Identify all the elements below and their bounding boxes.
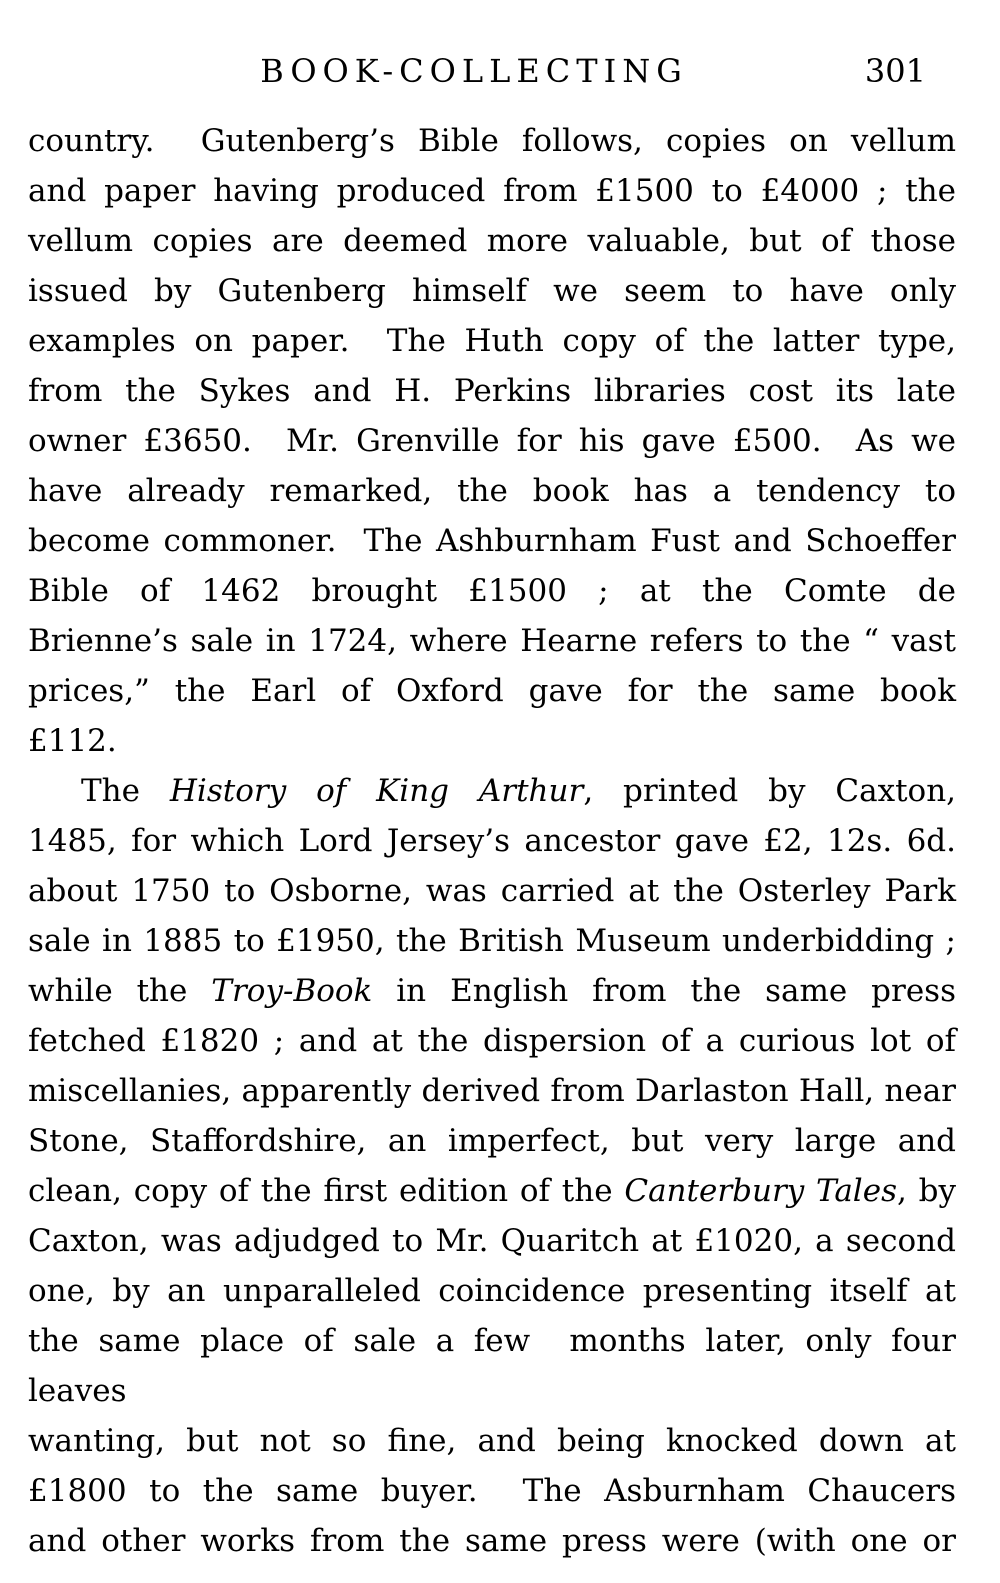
text-line [28,1066,956,1116]
text-line [28,1166,956,1216]
text-segment: , printed by Caxton, [583,773,957,809]
book-title-italic: History of King Arthur [169,773,584,809]
text-line [28,216,956,266]
text-segment: The [81,773,170,809]
text-line [28,516,956,566]
text-segment: 1485, for which Lord Jersey’s ancestor gave £2, 12s. 6d. [28,823,956,859]
text-line [28,666,956,716]
text-segment: have already remarked, the book has a tendency to [28,473,956,509]
page-number: 301 [864,52,926,90]
text-segment: while the [28,973,212,1009]
text-segment: Stone, Staffordshire, an imperfect, but very large and [28,1123,956,1159]
text-segment: £1800 to the same buyer. The Asburnham Chaucers [28,1473,956,1509]
book-title-italic: Canterbury Tales [624,1173,897,1209]
book-title-italic: Troy-Book [211,973,373,1009]
text-line [28,616,956,666]
text-segment: fetched £1820 ; and at the dispersion of a curious lot of [28,1023,956,1059]
text-segment: Bible of 1462 brought £1500 ; at the Comte de [28,573,956,609]
text-segment: Brienne’s sale in 1724, where Hearne refers to the “ vast [28,623,956,659]
text-segment: examples on paper. The Huth copy of the latter type, [28,323,956,359]
text-line [28,466,956,516]
text-segment: owner £3650. Mr. Grenville for his gave £500. As we [28,423,956,459]
text-segment: about 1750 to Osborne, was carried at the Osterley Park [28,873,956,909]
text-line [28,1516,956,1566]
text-line [28,916,956,966]
text-segment: issued by Gutenberg himself we seem to have only [28,273,956,309]
text-segment: country. Gutenberg’s Bible follows, copies on vellum [28,123,956,159]
text-line [28,366,956,416]
text-segment: wanting, but not so fine, and being knocked down at [28,1423,956,1459]
text-line [28,166,956,216]
text-line [28,1416,956,1466]
text-segment: in English from the same press [372,973,956,1009]
text-line [28,1266,956,1316]
text-line [28,266,956,316]
text-line [28,1016,956,1066]
text-segment: , by [896,1173,956,1209]
text-segment: miscellanies, apparently derived from Darlaston Hall, near [28,1073,956,1109]
running-head-title: BOOK-COLLECTING [260,52,688,90]
text-segment: from the Sykes and H. Perkins libraries cost its late [28,373,956,409]
text-segment: and paper having produced from £1500 to £4000 ; the [28,173,956,209]
text-segment: one, by an unparalleled coincidence presenting itself at [28,1273,956,1309]
text-segment: £112. [28,723,117,759]
text-block [28,116,966,1566]
text-segment: the same place of sale a few months later, only four leaves [28,1323,966,1409]
text-line [28,416,956,466]
text-line [28,1116,956,1166]
page-header [0,52,1000,98]
text-segment: prices,” the Earl of Oxford gave for the same book [28,673,956,709]
text-segment: and other works from the same press were (with one or [28,1523,956,1559]
text-line [28,1316,966,1416]
text-line [28,766,956,816]
text-line [28,966,956,1016]
text-line [28,1466,956,1516]
text-segment: clean, copy of the first edition of the [28,1173,625,1209]
text-line [28,716,956,766]
text-line [28,116,956,166]
text-line [28,566,956,616]
text-line [28,866,956,916]
text-segment: Caxton, was adjudged to Mr. Quaritch at £1020, a second [28,1223,956,1259]
text-segment: vellum copies are deemed more valuable, but of those [28,223,956,259]
text-segment: become commoner. The Ashburnham Fust and Schoeffer [28,523,956,559]
text-line [28,1216,956,1266]
text-segment: sale in 1885 to £1950, the British Museum underbidding ; [28,923,956,959]
text-line [28,316,956,366]
text-line [28,816,956,866]
